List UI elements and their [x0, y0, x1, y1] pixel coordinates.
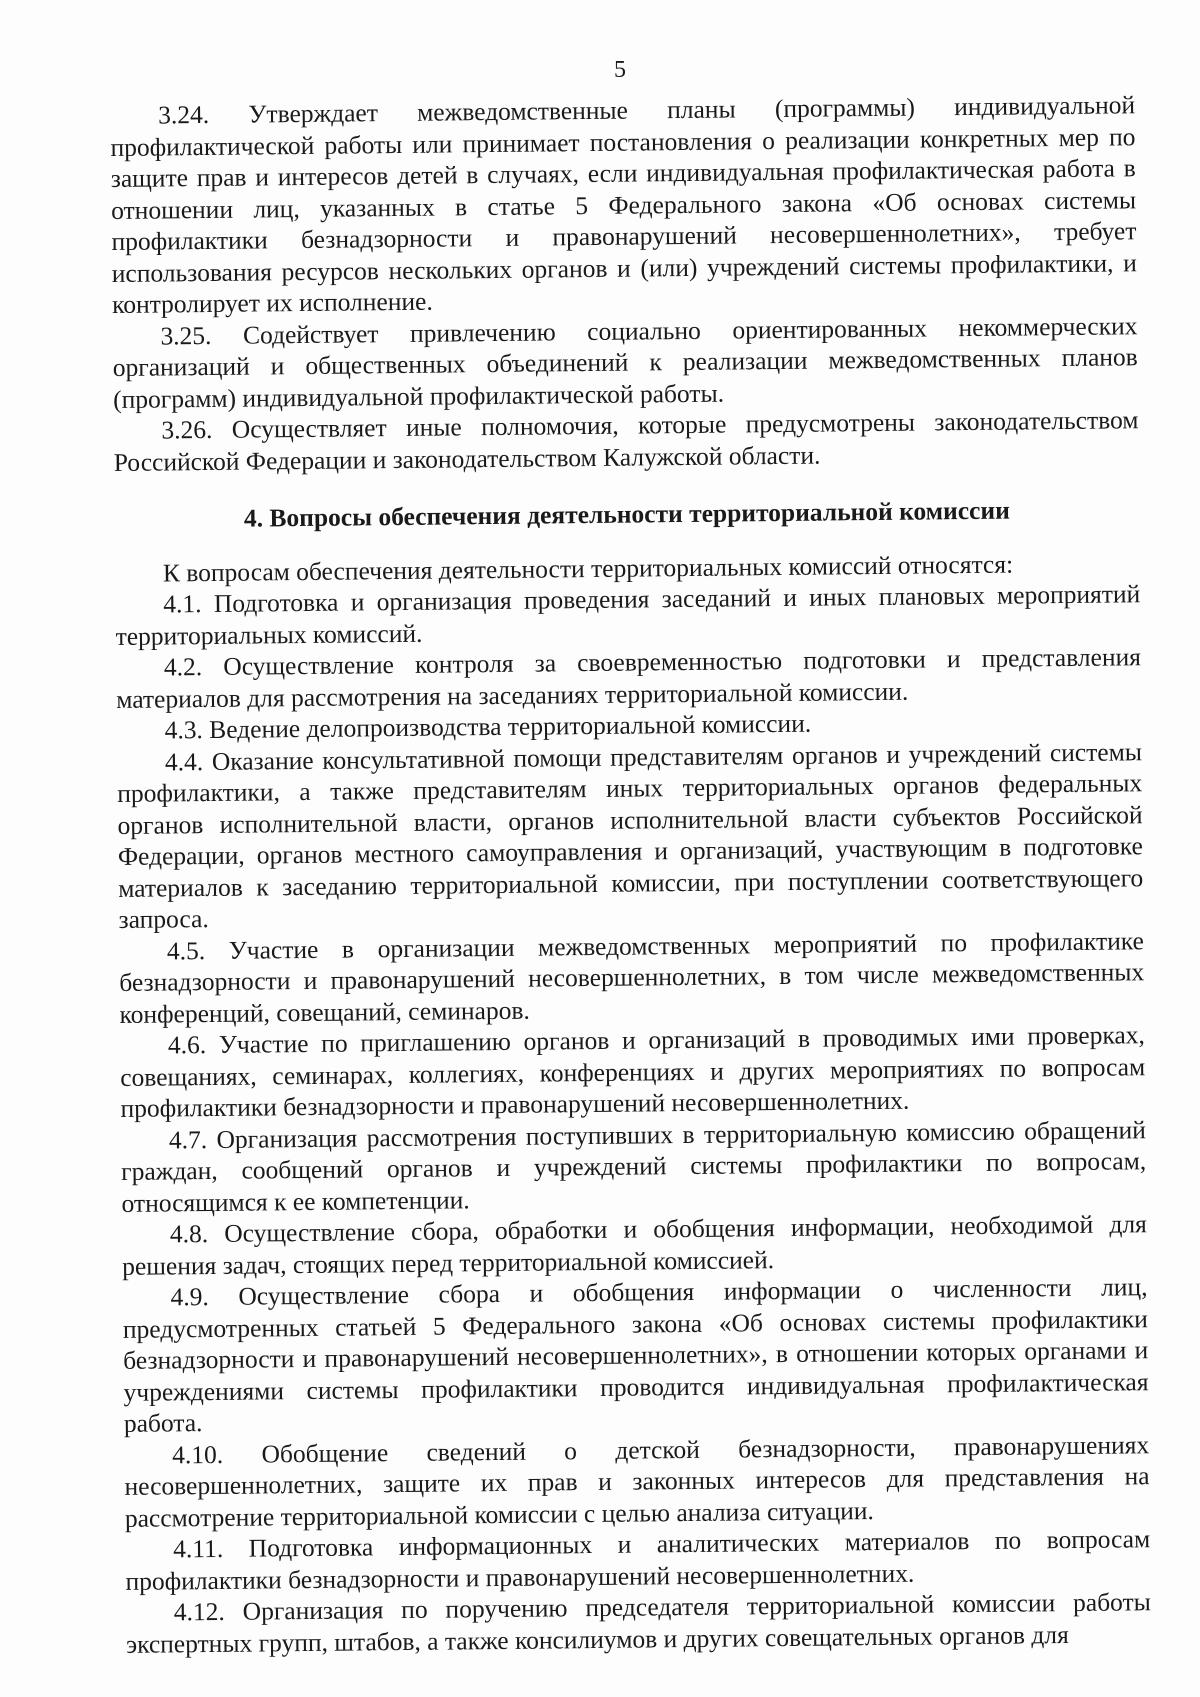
paragraph-4-8: 4.8. Осуществление сбора, обработки и обобщения информации, необходимой для решения задач, стоящих перед территориальной комиссией.: [122, 1209, 1147, 1281]
paragraph-4-10: 4.10. Обобщение сведений о детской безнадзорности, правонарушениях несовершеннолетних, защите их прав и законных интересов для представления на рассмотрение территориальной комиссии с целью анализа ситуации.: [124, 1429, 1150, 1533]
paragraph-4-5: 4.5. Участие в организации межведомственных мероприятий по профилактике безнадзорности и правонарушений несовершеннолетних, в том числе межведомственных конференций, совещаний, семинаров.: [119, 925, 1145, 1029]
paragraph-4-6: 4.6. Участие по приглашению органов и организаций в проводимых ими проверках, совещаниях, семинарах, коллегиях, конференциях и других мероприятиях по вопросам профилактики безнадзорности и правонарушений несовершеннолетних.: [120, 1020, 1146, 1123]
paragraph-3-24: 3.24. Утверждает межведомственные планы (программы) индивидуальной профилактической работы или принимает постановления о реализации конкретных мер по защите прав и интересов детей в случаях, если индивидуальная профилактическая работа в отношении лиц, указанных в статье 5 Федерального закона «Об основах системы профилактики безнадзорности и правонарушений несовершеннолетних», требует использования ресурсов нескольких органов и (или) учреждений системы профилактики, и контролирует их исполнение.: [110, 90, 1137, 319]
paragraph-4-12: 4.12. Организация по поручению председателя территориальной комиссии работы экспертных групп, штабов, а также консилиумов и других совещательных органов для: [126, 1587, 1151, 1659]
paragraph-4-11: 4.11. Подготовка информационных и аналитических материалов по вопросам профилактики безнадзорности и правонарушений несовершеннолетних.: [125, 1524, 1151, 1596]
paragraph-4-3: 4.3. Ведение делопроизводства территориальной комиссии.: [164, 708, 812, 745]
paragraph-4-1: 4.1. Подготовка и организация проведения заседаний и иных плановых мероприятий территориальных комиссий.: [115, 579, 1141, 651]
paragraph-4-2: 4.2. Осуществление контроля за своевременностью подготовки и представления материалов для рассмотрения на заседаниях территориальной комиссии.: [116, 642, 1142, 714]
paragraph-intro: К вопросам обеспечения деятельности территориальных комиссий относятся:: [162, 549, 1014, 587]
paragraph-4-4: 4.4. Оказание консультативной помощи представителям органов и учреждений системы профилактики, а также представителям иных территориальных органов федеральных органов исполнительной власти, органов исполнительной власти субъектов Российской Федерации, органов местного самоуправления и организаций, участвующим в подготовке материалов к заседанию территориальной комиссии, при поступлении соответствующего запроса.: [117, 736, 1144, 934]
page-number: 5: [614, 57, 626, 83]
document-body: [110, 89, 1151, 1660]
paragraph-4-9: 4.9. Осуществление сбора и обобщения информации о численности лиц, предусмотренных статьей 5 Федерального закона «Об основах системы профилактики безнадзорности и правонарушений несовершеннолетних», в отношении которых органами и учреждениями системы профилактики проводится индивидуальная профилактическая работа.: [122, 1272, 1149, 1438]
paragraph-4-7: 4.7. Организация рассмотрения поступивших в территориальную комиссию обращений граждан, сообщений органов и учреждений системы профилактики по вопросам, относящимся к ее компетенции.: [121, 1114, 1147, 1218]
paragraph-3-26: 3.26. Осуществляет иные полномочия, которые предусмотрены законодательством Российской Федерации и законодательством Калужской области.: [113, 405, 1139, 477]
section-heading: 4. Вопросы обеспечения деятельности территориальной комиссии: [243, 495, 1010, 533]
paragraph-3-25: 3.25. Содействует привлечению социально ориентированных некоммерческих организаций и общественных объединений к реализации межведомственных планов (программ) индивидуальной профилактической работы.: [112, 310, 1138, 414]
